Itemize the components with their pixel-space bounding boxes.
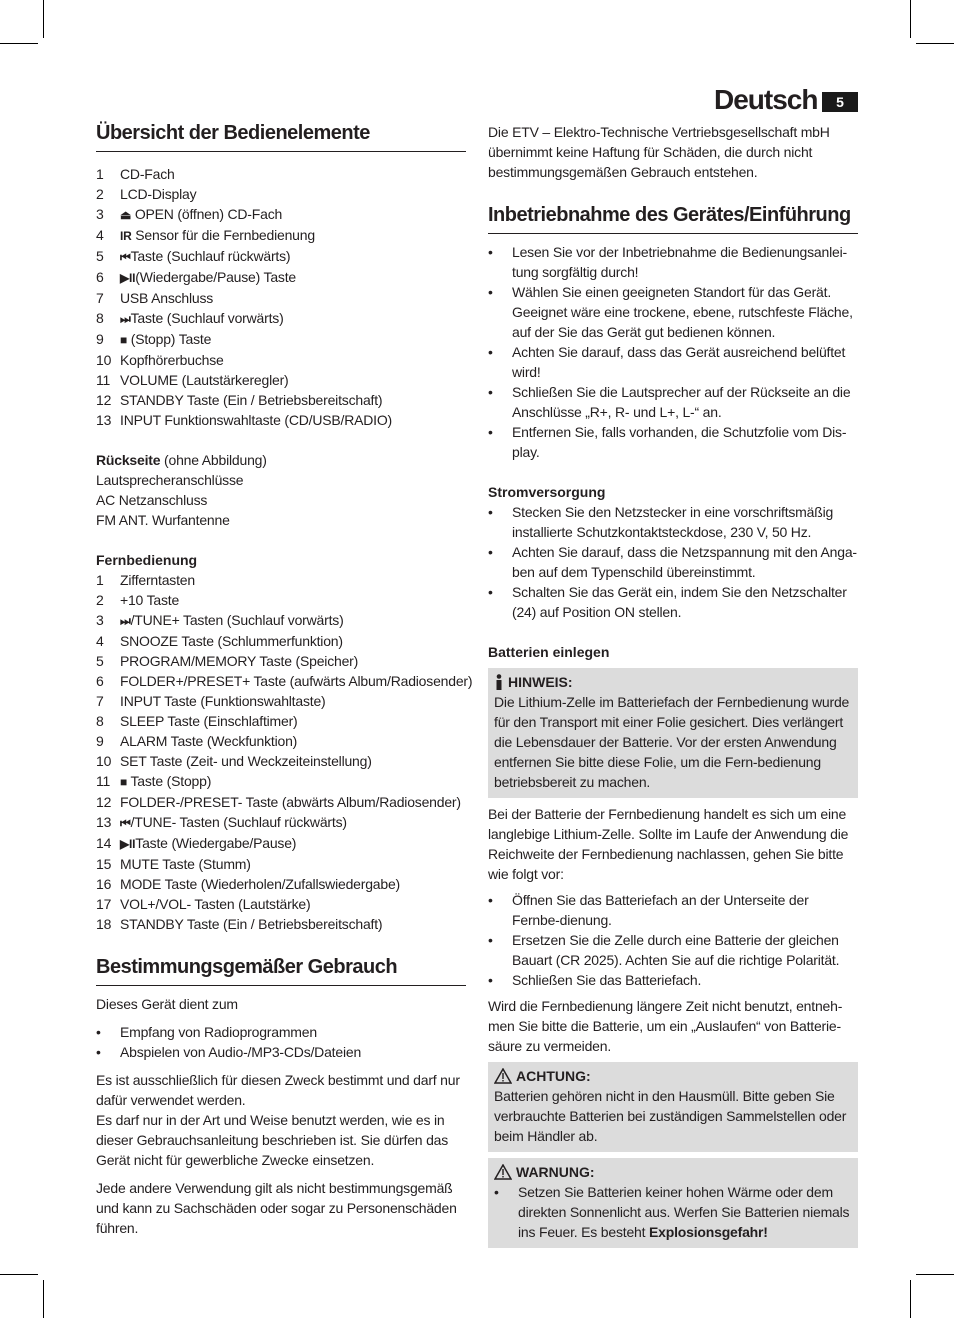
warnung-list	[494, 1182, 852, 1242]
list-item	[96, 350, 466, 370]
hinweis-header	[494, 672, 852, 692]
achtung-text: Batterien gehören nicht in den Hausmüll. Bitte geben Sie verbrauchte Batterien bei zuständigen Sammelstellen oder beim Händler ab.	[494, 1088, 847, 1144]
use-list	[96, 1022, 466, 1062]
item-text: FOLDER-/PRESET- Taste (abwärts Album/Radiosender)	[120, 794, 461, 810]
list-item: • Wählen Sie einen geeigneten Standort für das Gerät. Geeignet wäre eine trockene, ebene, rutschfeste Fläche, auf der Sie das Gerät gut bedienen können.	[488, 282, 858, 342]
item-text: CD-Fach	[120, 166, 175, 182]
item-number: 11	[96, 372, 111, 388]
item-number: 10	[96, 753, 112, 769]
list-item	[96, 267, 466, 288]
item-text: INPUT Taste (Funktionswahltaste)	[120, 693, 326, 709]
list-item: • Lesen Sie vor der Inbetriebnahme die Bedienungsanlei-tung sorgfältig durch!	[488, 242, 858, 282]
item-text: FOLDER+/PRESET+ Taste (aufwärts Album/Radiosender)	[120, 673, 473, 689]
warnung-title: WARNUNG:	[516, 1164, 595, 1180]
item-number: 18	[96, 916, 112, 932]
list-item: • Schließen Sie das Batteriefach.	[488, 970, 858, 990]
list-item	[96, 812, 466, 833]
power-list	[488, 502, 858, 622]
crop-mark	[0, 43, 38, 44]
rueckseite-item: FM ANT. Wurfantenne	[96, 512, 230, 528]
item-text: MODE Taste (Wiederholen/Zufallswiedergabe)	[120, 876, 401, 892]
use-paragraph: Es ist ausschließlich für diesen Zweck bestimmt und darf nur dafür verwendet werden.	[96, 1072, 460, 1108]
list-item: • Empfang von Radioprogrammen	[96, 1022, 466, 1042]
list-item	[96, 792, 466, 812]
list-item	[96, 894, 466, 914]
list-item: • Schalten Sie das Gerät ein, indem Sie den Netzschalter (24) auf Position ON stellen.	[488, 582, 858, 622]
list-item	[494, 1182, 852, 1242]
item-number: 13	[96, 814, 112, 830]
item-number: 16	[96, 876, 112, 892]
item-number: 6	[96, 269, 104, 285]
list-item	[96, 570, 466, 590]
item-number: 14	[96, 835, 112, 851]
item-text: VOL+/VOL- Tasten (Lautstärke)	[120, 896, 311, 912]
controls-list	[96, 164, 466, 430]
item-text: /TUNE+ Tasten (Suchlauf vorwärts)	[130, 612, 344, 628]
item-text: USB Anschluss	[120, 290, 214, 306]
button-symbol-icon: ▶II	[120, 837, 136, 851]
list-item	[96, 390, 466, 410]
list-item	[96, 691, 466, 711]
item-number: 7	[96, 290, 104, 306]
item-number: 10	[96, 352, 112, 368]
warnung-bold: Explosionsgefahr!	[649, 1224, 768, 1240]
item-text: (Wiedergabe/Pause) Taste	[135, 269, 296, 285]
warning-triangle-icon	[494, 1068, 512, 1084]
crop-mark	[916, 43, 954, 44]
rueckseite-heading	[96, 450, 466, 470]
list-item: • Ersetzen Sie die Zelle durch eine Batterie der gleichen Bauart (CR 2025). Achten Sie auf die richtige Polarität.	[488, 930, 858, 970]
item-number: 4	[96, 633, 104, 649]
section-title-setup: Inbetriebnahme des Gerätes/Einführung	[488, 204, 858, 234]
button-symbol-icon: ⏏	[120, 208, 132, 222]
rueckseite-note: (ohne Abbildung)	[160, 452, 267, 468]
list-item	[96, 874, 466, 894]
item-number: 8	[96, 310, 104, 326]
battery-list	[488, 890, 858, 990]
language-heading: Deutsch	[714, 84, 818, 115]
warnung-header	[494, 1162, 852, 1182]
warnung-box	[488, 1158, 858, 1248]
list-item	[96, 914, 466, 934]
crop-mark	[910, 0, 911, 38]
button-symbol-icon: ▶II	[120, 271, 136, 285]
item-number: 13	[96, 412, 112, 428]
setup-list	[488, 242, 858, 462]
list-item	[96, 204, 466, 225]
hinweis-text: Die Lithium-Zelle im Batteriefach der Fernbedienung wurde für den Transport mit einer Folie gesichert. Dies verlängert die Lebensdauer der Batterie. Vor der ersten Anwendung entfernen Sie bitte diese Folie, um die Fern-bedienung betriebsbereit zu machen.	[494, 694, 850, 790]
item-text: Taste (Suchlauf rückwärts)	[130, 248, 291, 264]
remote-list	[96, 570, 473, 934]
item-text: Taste (Wiedergabe/Pause)	[135, 835, 297, 851]
list-item: • Stecken Sie den Netzstecker in eine vorschriftsmäßig installierte Schutzkontaktsteckdose, 230 V, 50 Hz.	[488, 502, 858, 542]
power-heading: Stromversorgung	[488, 484, 606, 500]
item-number: 4	[96, 227, 104, 243]
hinweis-title: HINWEIS:	[508, 674, 573, 690]
list-item	[96, 610, 466, 631]
item-number: 12	[96, 392, 112, 408]
warnung-text: Setzen Sie Batterien keiner hohen Wärme oder dem direkten Sonnenlicht aus. Werfen Sie Batterien niemals ins Feuer. Es besteht	[518, 1184, 850, 1240]
page-number: 5	[822, 92, 858, 112]
achtung-box	[488, 1062, 858, 1152]
button-symbol-icon: ■	[120, 775, 128, 789]
button-symbol-icon: ⏮	[120, 250, 131, 264]
item-number: 9	[96, 733, 104, 749]
item-text: Taste (Stopp)	[127, 773, 212, 789]
crop-mark	[910, 1280, 911, 1318]
button-symbol-icon: ■	[120, 333, 128, 347]
button-symbol-icon: ⏮	[120, 816, 131, 830]
section-title-use: Bestimmungsgemäßer Gebrauch	[96, 956, 466, 986]
list-item	[96, 671, 473, 691]
crop-mark	[43, 1280, 44, 1318]
list-item	[96, 631, 466, 651]
list-item	[96, 854, 466, 874]
item-number: 7	[96, 693, 104, 709]
item-text: /TUNE- Tasten (Suchlauf rückwärts)	[130, 814, 347, 830]
warning-triangle-icon	[494, 1164, 512, 1180]
list-item	[96, 751, 466, 771]
list-item	[96, 246, 466, 267]
rueckseite-item: Lautsprecheranschlüsse	[96, 472, 244, 488]
list-item	[96, 329, 466, 350]
disclaimer: Die ETV – Elektro-Technische Vertriebsgesellschaft mbH übernimmt keine Haftung für Schäden, die durch nicht bestimmungsgemäßen Gebrauch entstehen.	[488, 124, 830, 180]
battery-paragraph: Wird die Fernbedienung längere Zeit nicht benutzt, entneh-men Sie bitte die Batterie, um ein „Auslaufen“ von Batterie-säure zu vermeiden.	[488, 998, 843, 1054]
list-item	[96, 590, 466, 610]
use-paragraph: Jede andere Verwendung gilt als nicht bestimmungsgemäß und kann zu Sachschäden oder sogar zu Personenschäden führen.	[96, 1180, 457, 1236]
list-item	[96, 225, 466, 246]
item-text: +10 Taste	[120, 592, 180, 608]
list-item: • Achten Sie darauf, dass das Gerät ausreichend belüftet wird!	[488, 342, 858, 382]
item-text: LCD-Display	[120, 186, 197, 202]
info-icon	[494, 674, 504, 690]
item-text: SNOOZE Taste (Schlummerfunktion)	[120, 633, 343, 649]
item-number: 6	[96, 673, 104, 689]
item-number: 5	[96, 653, 104, 669]
item-number: 12	[96, 794, 112, 810]
list-item	[96, 288, 466, 308]
left-column	[96, 122, 473, 1238]
item-text: ALARM Taste (Weckfunktion)	[120, 733, 298, 749]
item-text: PROGRAM/MEMORY Taste (Speicher)	[120, 653, 359, 669]
item-text: STANDBY Taste (Ein / Betriebsbereitschaft)	[120, 916, 383, 932]
item-number: 1	[96, 572, 104, 588]
rueckseite-item: AC Netzanschluss	[96, 492, 208, 508]
list-item	[96, 833, 466, 854]
crop-mark	[916, 1274, 954, 1275]
list-item	[96, 771, 466, 792]
list-item	[96, 308, 466, 329]
button-symbol-icon: ⏭	[120, 614, 131, 628]
item-text: Taste (Suchlauf vorwärts)	[130, 310, 284, 326]
item-number: 3	[96, 612, 104, 628]
use-intro: Dieses Gerät dient zum	[96, 996, 238, 1012]
list-item	[96, 410, 466, 430]
item-number: 11	[96, 773, 111, 789]
hinweis-box	[488, 668, 858, 798]
item-text: SET Taste (Zeit- und Weckzeiteinstellung)	[120, 753, 372, 769]
battery-paragraph: Bei der Batterie der Fernbedienung handelt es sich um eine langlebige Lithium-Zelle. Sollte im Laufe der Anwendung die Reichweite der Fernbedienung nachlassen, gehen Sie bitte wie folgt vor:	[488, 806, 849, 882]
list-item: • Achten Sie darauf, dass die Netzspannung mit den Anga-ben auf dem Typenschild übereinstimmt.	[488, 542, 858, 582]
achtung-title: ACHTUNG:	[516, 1068, 591, 1084]
list-item	[96, 711, 466, 731]
list-item: • Abspielen von Audio-/MP3-CDs/Dateien	[96, 1042, 466, 1062]
item-text: MUTE Taste (Stumm)	[120, 856, 251, 872]
item-text: VOLUME (Lautstärkeregler)	[120, 372, 289, 388]
item-number: 1	[96, 166, 104, 182]
list-item	[96, 731, 466, 751]
list-item	[96, 370, 466, 390]
item-number: 15	[96, 856, 112, 872]
item-text: INPUT Funktionswahltaste (CD/USB/RADIO)	[120, 412, 393, 428]
item-text: Sensor für die Fernbedienung	[131, 227, 315, 243]
item-number: 8	[96, 713, 104, 729]
item-number: 17	[96, 896, 112, 912]
item-text: Kopfhörerbuchse	[120, 352, 224, 368]
item-text: Zifferntasten	[120, 572, 195, 588]
button-symbol-icon: ⏭	[120, 312, 131, 326]
list-item: • Schließen Sie die Lautsprecher auf der Rückseite an die Anschlüsse „R+, R- und L+, L-“ an.	[488, 382, 858, 422]
item-number: 9	[96, 331, 104, 347]
item-text: SLEEP Taste (Einschlaftimer)	[120, 713, 298, 729]
use-paragraph: Es darf nur in der Art und Weise benutzt werden, wie es in dieser Gebrauchsanleitung beschrieben ist. Sie dürfen das Gerät nicht für gewerbliche Zwecke einsetzen.	[96, 1112, 449, 1168]
item-text: OPEN (öffnen) CD-Fach	[131, 206, 283, 222]
item-text: (Stopp) Taste	[127, 331, 212, 347]
button-symbol-icon: IR	[120, 229, 132, 243]
list-item	[96, 184, 466, 204]
list-item	[96, 651, 466, 671]
item-number: 5	[96, 248, 104, 264]
rueckseite-label: Rückseite	[96, 452, 161, 468]
list-item: • Öffnen Sie das Batteriefach an der Unterseite der Fernbe-dienung.	[488, 890, 858, 930]
item-number: 3	[96, 206, 104, 222]
battery-heading: Batterien einlegen	[488, 644, 610, 660]
fernbedienung-heading: Fernbedienung	[96, 552, 198, 568]
item-text: STANDBY Taste (Ein / Betriebsbereitschaft)	[120, 392, 383, 408]
list-item	[96, 164, 466, 184]
crop-mark	[43, 0, 44, 38]
item-number: 2	[96, 186, 104, 202]
list-item: • Entfernen Sie, falls vorhanden, die Schutzfolie vom Dis-play.	[488, 422, 858, 462]
item-number: 2	[96, 592, 104, 608]
crop-mark	[0, 1274, 38, 1275]
section-title-controls: Übersicht der Bedienelemente	[96, 122, 466, 152]
achtung-header	[494, 1066, 852, 1086]
right-column	[488, 122, 858, 1254]
